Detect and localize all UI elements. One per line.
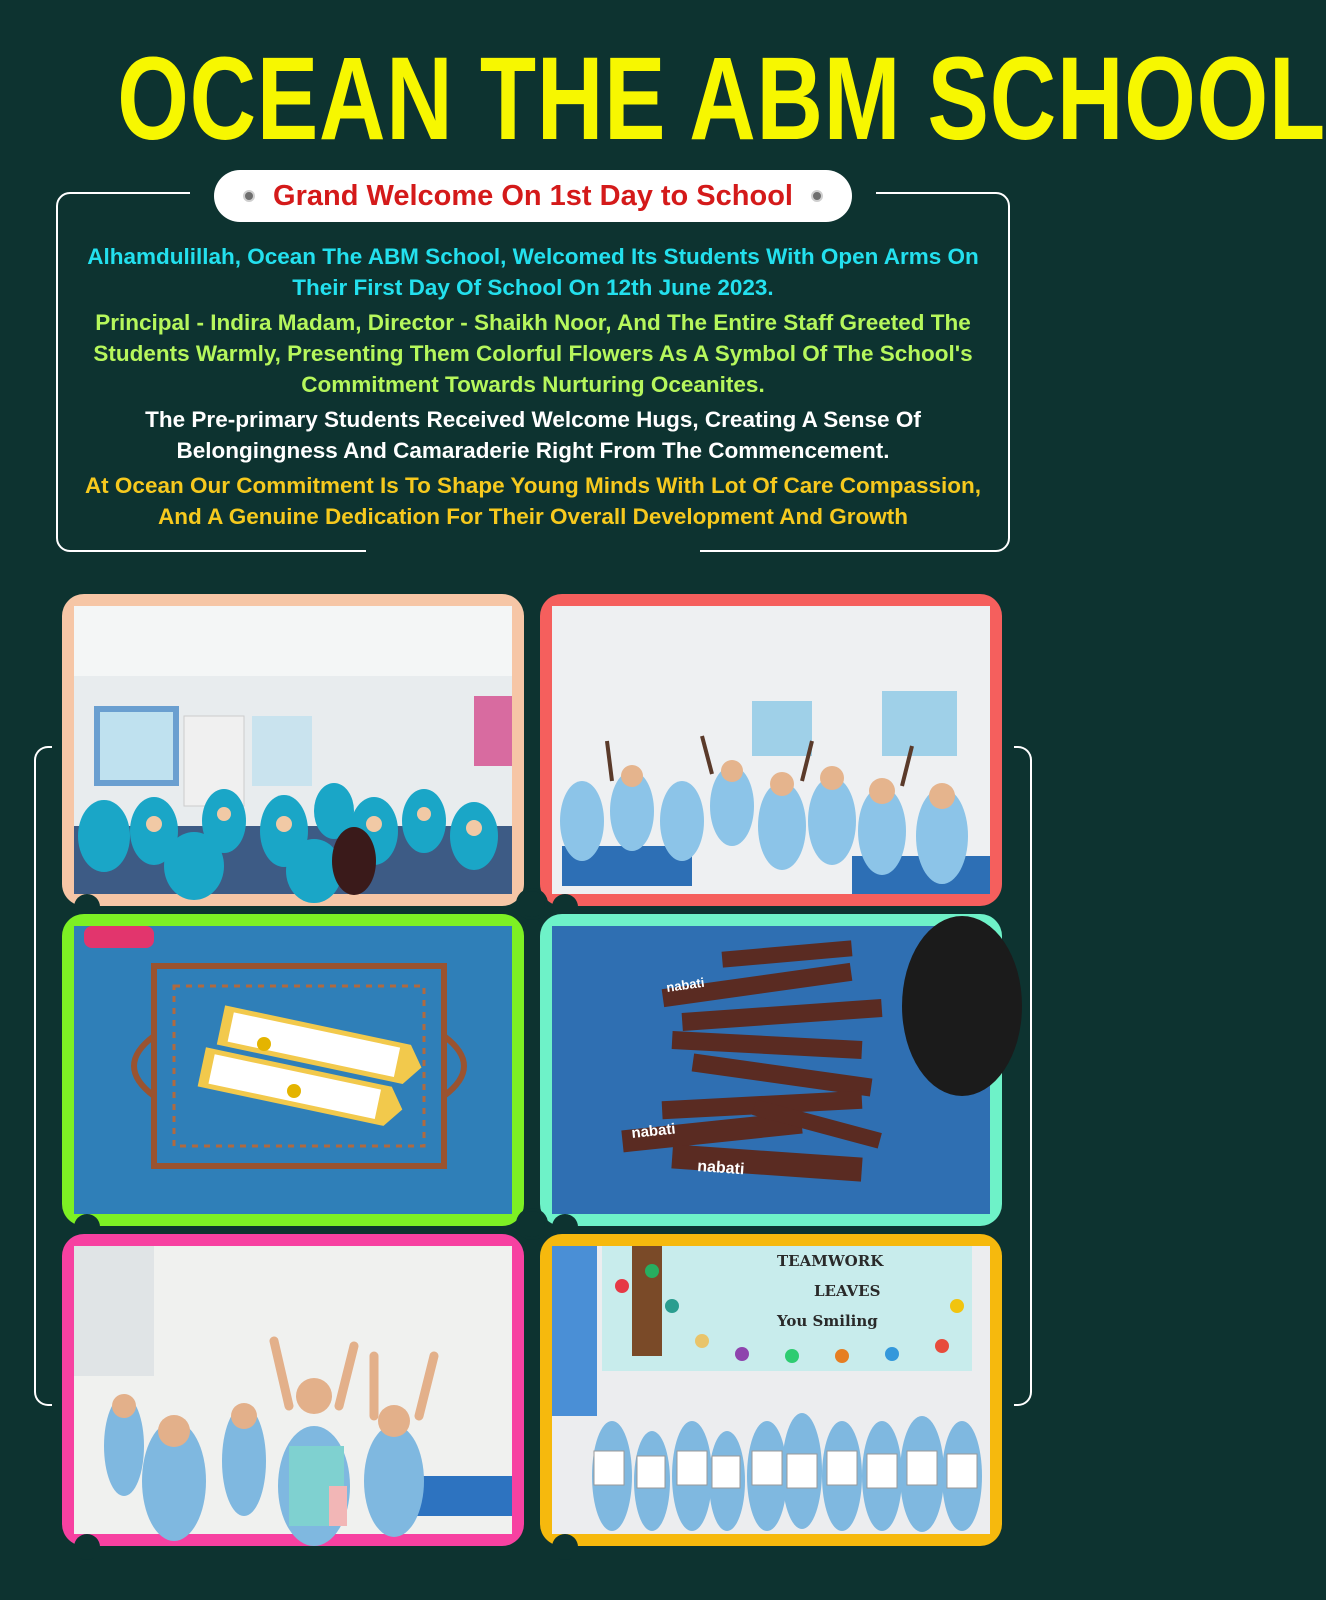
photo-image bbox=[552, 606, 990, 894]
frame-gap-bottom bbox=[366, 546, 700, 558]
page-title: OCEAN THE ABM SCHOOL bbox=[117, 33, 1326, 165]
photo-classroom-boys bbox=[540, 594, 1002, 906]
frame-connector bbox=[516, 888, 548, 920]
photo-image bbox=[74, 606, 512, 894]
board-text-leaves: LEAVES bbox=[814, 1282, 881, 1300]
welcome-banner-text: Grand Welcome On 1st Day to School bbox=[273, 179, 793, 212]
photo-classroom-girls bbox=[62, 594, 524, 906]
paragraph-commitment: At Ocean Our Commitment Is To Shape Young Minds With Lot Of Care Compassion, And A Genuine Dedication For Their Overall Development And Growth bbox=[84, 473, 982, 529]
welcome-banner bbox=[214, 170, 852, 222]
board-text-teamwork: TEAMWORK bbox=[777, 1252, 884, 1270]
wrapper-label-2: nabati bbox=[630, 1120, 677, 1142]
photo-boys-corridor bbox=[62, 1234, 524, 1546]
paragraph-welcome: Alhamdulillah, Ocean The ABM School, Welcomed Its Students With Open Arms On Their First Day Of School On 12th June 2023. bbox=[87, 244, 979, 300]
photo-teamwork-board bbox=[540, 1234, 1002, 1546]
photo-image bbox=[552, 1246, 990, 1534]
board-text-smiling: You Smiling bbox=[777, 1312, 878, 1330]
bullet-right-icon bbox=[811, 190, 823, 202]
photo-image bbox=[74, 1246, 512, 1534]
description-block bbox=[70, 241, 996, 536]
wrapper-label-1: nabati bbox=[665, 974, 706, 995]
photo-image bbox=[74, 926, 512, 1214]
photo-image bbox=[552, 926, 990, 1214]
frame-connector bbox=[516, 1208, 548, 1240]
bullet-left-icon bbox=[243, 190, 255, 202]
right-bracket bbox=[1014, 746, 1032, 1406]
wrapper-label-3: nabati bbox=[696, 1158, 745, 1179]
photo-welcome-tags bbox=[62, 914, 524, 1226]
paragraph-staff: Principal - Indira Madam, Director - Shaikh Noor, And The Entire Staff Greeted The Students Warmly, Presenting Them Colorful Flowers As A Symbol Of The School's Commitment Towards Nurturing Oceanites. bbox=[93, 310, 973, 397]
paragraph-preprimary: The Pre-primary Students Received Welcome Hugs, Creating A Sense Of Belongingness And Camaraderie Right From The Commencement. bbox=[145, 407, 921, 463]
photo-chocolates bbox=[540, 914, 1002, 1226]
left-bracket bbox=[34, 746, 52, 1406]
